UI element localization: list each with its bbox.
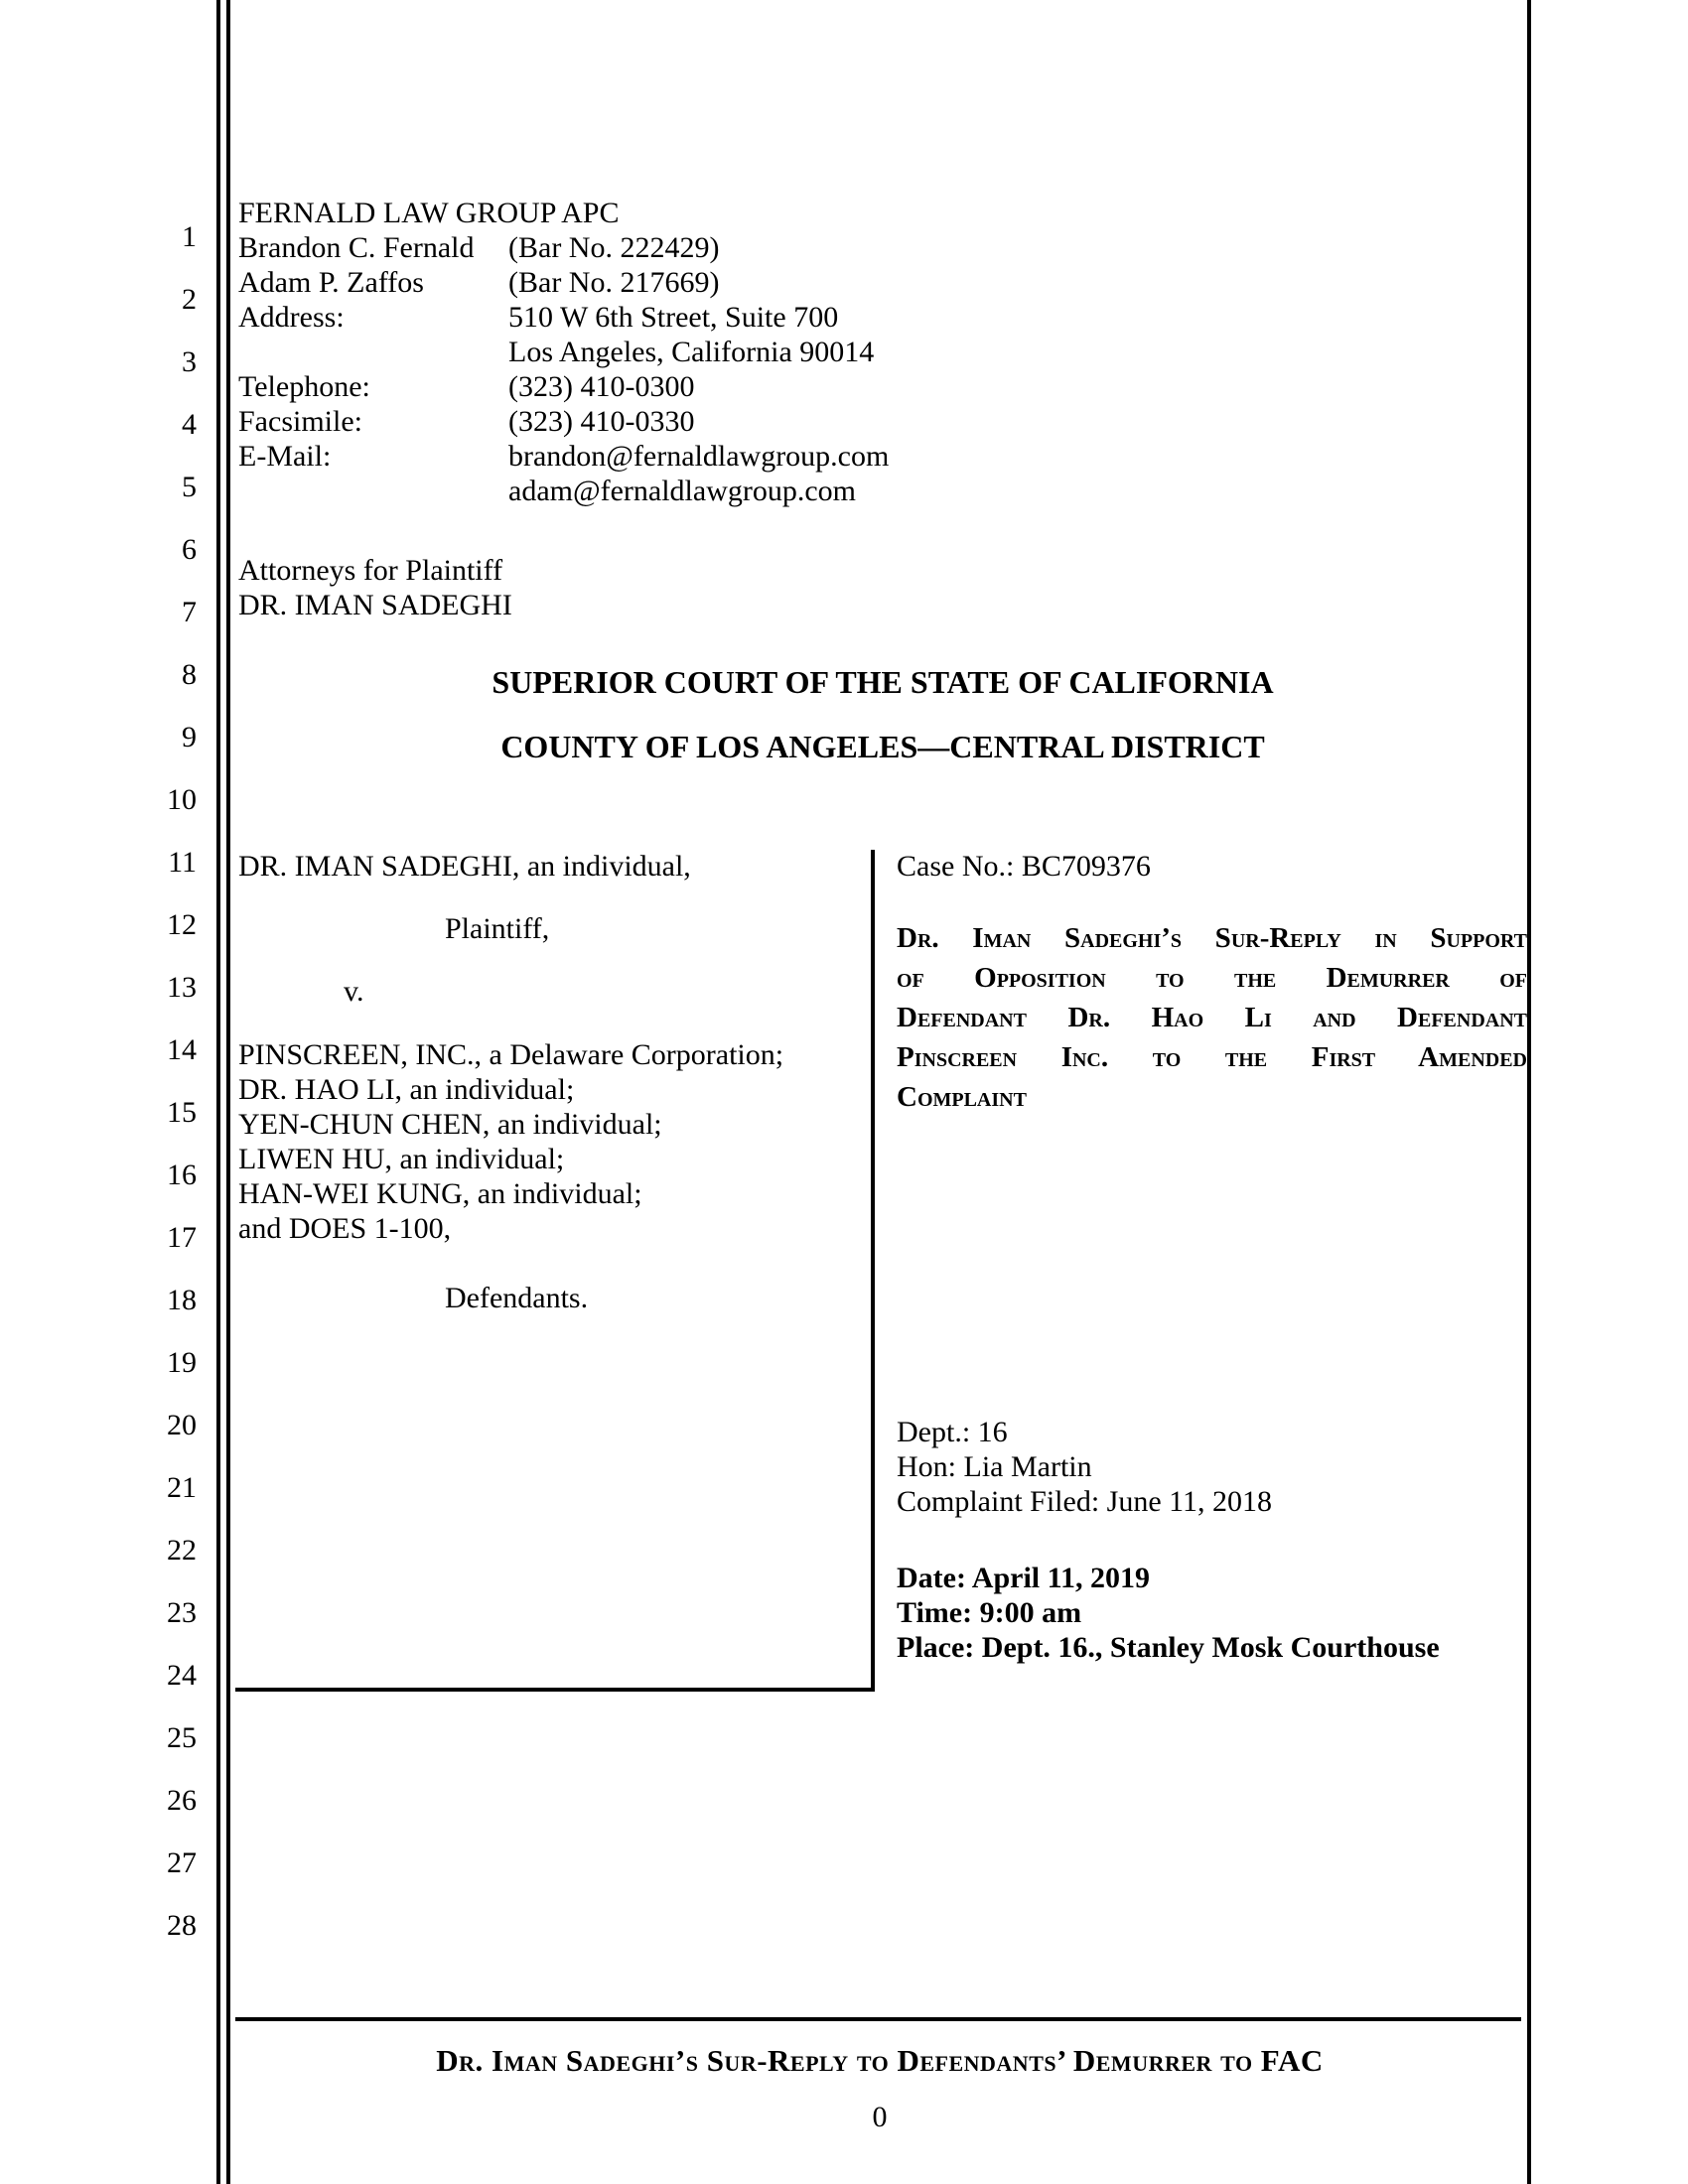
versus: v. [344,975,364,1008]
attorney-bar-number: (Bar No. 222429) [508,231,720,264]
left-margin-rule-inner [226,0,230,2184]
line-number: 13 [167,971,197,1004]
department-info [897,1415,1527,1519]
line-number: 15 [167,1096,197,1129]
court-district: COUNTY OF LOS ANGELES—CENTRAL DISTRICT [500,729,1265,764]
defendant-line: PINSCREEN, INC., a Delaware Corporation; [238,1038,784,1071]
facsimile-label: Facsimile: [238,405,362,438]
line-number: 1 [182,220,197,253]
court-name: SUPERIOR COURT OF THE STATE OF CALIFORNIA [492,664,1274,700]
attorney-row [238,265,1152,300]
line-number: 6 [182,533,197,566]
line-number-column [99,0,197,2184]
line-number: 22 [167,1534,197,1567]
hearing-info [897,1561,1527,1665]
line-number: 10 [167,783,197,816]
address-line-2: Los Angeles, California 90014 [508,336,875,368]
address-row [238,335,1152,369]
defendant-line: YEN-CHUN CHEN, an individual; [238,1108,662,1141]
line-number: 21 [167,1471,197,1504]
case-title-line: Dr. Iman Sadeghi’s Sur-Reply in Support [897,922,1527,954]
hearing-date: Date: April 11, 2019 [897,1562,1150,1594]
line-number: 16 [167,1159,197,1191]
complaint-filed-line: Complaint Filed: June 11, 2018 [897,1485,1273,1518]
judge-line: Hon: Lia Martin [897,1450,1092,1483]
line-number: 25 [167,1721,197,1754]
case-title [897,918,1527,1117]
line-number: 5 [182,471,197,503]
line-number: 11 [168,846,197,879]
line-number: 3 [182,345,197,378]
line-number: 24 [167,1659,197,1692]
address-line-1: 510 W 6th Street, Suite 700 [508,301,839,334]
email-label: E-Mail: [238,440,332,473]
plaintiff-name: DR. IMAN SADEGHI, an individual, [238,850,691,883]
attorney-row [238,230,1152,265]
line-number: 7 [182,596,197,628]
page-number: 0 [872,2101,888,2133]
line-number: 12 [167,908,197,941]
defendant-line: and DOES 1-100, [238,1212,452,1245]
attorney-block [238,196,1152,622]
email-row [238,439,1152,474]
hearing-place: Place: Dept. 16., Stanley Mosk Courthouse [897,1631,1440,1664]
plaintiff-client-name: DR. IMAN SADEGHI [238,589,512,621]
plaintiff-role: Plaintiff, [445,912,550,945]
attorney-name: Adam P. Zaffos [238,266,424,299]
line-number: 4 [182,408,197,441]
line-number: 2 [182,283,197,316]
caption-divider-rule [871,850,875,1692]
footer-rule [235,2017,1521,2021]
email-address-1: brandon@fernaldlawgroup.com [508,440,890,473]
line-number: 23 [167,1596,197,1629]
caption-bottom-rule [235,1688,875,1692]
right-margin-rule [1527,0,1531,2184]
case-number: Case No.: BC709376 [897,850,1151,883]
defendants-role: Defendants. [445,1282,589,1314]
facsimile-number: (323) 410-0330 [508,405,695,438]
line-number: 28 [167,1909,197,1942]
address-label: Address: [238,301,345,334]
line-number: 18 [167,1284,197,1316]
hearing-time: Time: 9:00 am [897,1596,1082,1629]
address-row [238,300,1152,335]
left-margin-rule-outer [216,0,220,2184]
case-title-line: of Opposition to the Demurrer of [897,962,1527,994]
line-number: 8 [182,658,197,691]
law-firm-name: FERNALD LAW GROUP APC [238,197,620,229]
line-number: 14 [167,1033,197,1066]
attorneys-for-plaintiff: Attorneys for Plaintiff [238,554,503,587]
defendants-list [238,1037,783,1246]
telephone-label: Telephone: [238,370,370,403]
telephone-row [238,369,1152,404]
case-title-line: Complaint [897,1081,1027,1113]
defendant-line: HAN-WEI KUNG, an individual; [238,1177,642,1210]
line-number: 17 [167,1221,197,1254]
line-number: 27 [167,1846,197,1879]
email-row [238,474,1152,508]
facsimile-row [238,404,1152,439]
defendant-line: DR. HAO LI, an individual; [238,1073,575,1106]
attorney-name: Brandon C. Fernald [238,231,475,264]
line-number: 26 [167,1784,197,1817]
line-number: 20 [167,1409,197,1441]
case-title-line: Defendant Dr. Hao Li and Defendant [897,1002,1527,1033]
attorney-bar-number: (Bar No. 217669) [508,266,720,299]
line-number: 9 [182,721,197,753]
line-number: 19 [167,1346,197,1379]
defendant-line: LIWEN HU, an individual; [238,1143,565,1175]
telephone-number: (323) 410-0300 [508,370,695,403]
case-title-line: Pinscreen Inc. to the First Amended [897,1041,1527,1073]
department-line: Dept.: 16 [897,1416,1008,1448]
footer-title: Dr. Iman Sadeghi’s Sur-Reply to Defendants’ Demurrer to FAC [436,2043,1324,2078]
email-address-2: adam@fernaldlawgroup.com [508,475,856,507]
